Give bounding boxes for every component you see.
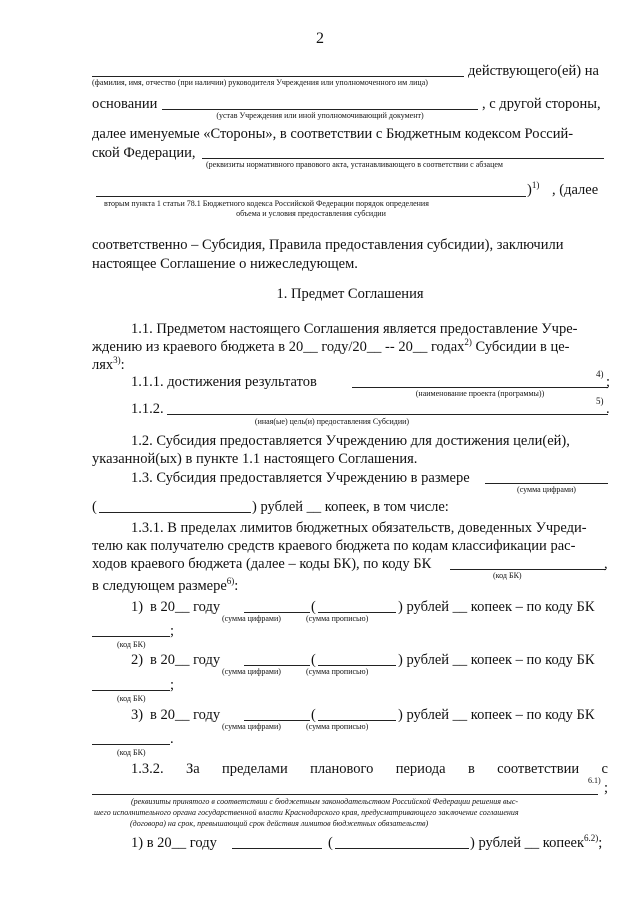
act-field-cont[interactable] — [96, 196, 526, 197]
year-1-paren: ( — [311, 599, 316, 615]
year-3-digits-field[interactable] — [244, 720, 310, 721]
p11-line1: 1.1. Предметом настоящего Соглашения является предоставление Учре- — [131, 321, 578, 337]
year-3-digits-caption: (сумма цифрами) — [222, 722, 281, 731]
page-number: 2 — [316, 30, 324, 47]
parties-text: далее именуемые «Стороны», в соответствии с Бюджетным кодексом Россий- — [92, 126, 574, 142]
budget-code-field[interactable] — [450, 569, 606, 570]
basis-label: основании — [92, 96, 158, 112]
year-2-end: ; — [170, 677, 175, 693]
project-caption: (наименование проекта (программы)) — [415, 389, 545, 398]
year-2-label: в 20__ году — [150, 652, 221, 668]
p13-line2: ) рублей __ копеек, в том числе: — [252, 499, 449, 515]
goal-field[interactable] — [167, 414, 608, 415]
year-2-digits-field[interactable] — [244, 665, 310, 666]
year-1-end: ; — [170, 623, 175, 639]
p111-label: 1.1.1. достижения результатов — [131, 374, 317, 390]
act-caption-2: вторым пункта 1 статьи 78.1 Бюджетного кодекса Российской Федерации порядок определения — [104, 199, 429, 208]
further-text: , (далее — [552, 182, 599, 198]
federation-text: ской Федерации, — [92, 145, 196, 161]
year-1-rub: ) рублей __ копеек – по коду БК — [398, 599, 595, 615]
decision-caption-2: шего исполнительного органа государственной власти Краснодарского края, предусматривающего заключение соглашения — [94, 808, 519, 817]
budget-code-caption: (код БК) — [493, 571, 522, 580]
project-field[interactable] — [352, 387, 608, 388]
decision-caption-3: (договора) на срок, превышающий срок действия лимитов бюджетных обязательств) — [130, 819, 429, 828]
year-2-digits-caption: (сумма цифрами) — [222, 667, 281, 676]
year-2-rub: ) рублей __ копеек – по коду БК — [398, 652, 595, 668]
basis-field[interactable] — [162, 109, 478, 110]
year-3-code-field[interactable] — [92, 744, 170, 745]
year-2-code-field[interactable] — [92, 690, 170, 691]
paren-open: ( — [92, 499, 97, 515]
p112-sup: 5) — [596, 396, 604, 406]
year-3-rub: ) рублей __ копеек – по коду БК — [398, 707, 595, 723]
year-1-words-caption: (сумма прописью) — [306, 614, 369, 623]
amount-words-field[interactable] — [99, 512, 251, 513]
other-party-text: , с другой стороны, — [482, 96, 601, 112]
act-caption-3: объема и условия предоставления субсидии — [236, 209, 386, 218]
p131-comma: , — [604, 556, 608, 572]
last-paren: ( — [328, 835, 333, 851]
p132-sup: 6.1) — [588, 776, 601, 785]
last-rub: ) рублей __ копеек$^{6.2)}$; — [470, 833, 603, 851]
name-caption: (фамилия, имя, отчество (при наличии) руководителя Учреждения или уполномоченного им лица) — [92, 78, 428, 87]
p11-line3: лях$^{3)}$: — [92, 355, 125, 373]
p111-sup: 4) — [596, 369, 604, 379]
year-1-words-field[interactable] — [318, 612, 396, 613]
p131-line4: в следующем размере$^{6)}$: — [92, 576, 239, 594]
year-1-digits-caption: (сумма цифрами) — [222, 614, 281, 623]
year-3-end: . — [170, 731, 174, 747]
name-field[interactable] — [92, 76, 464, 77]
last-digits-field[interactable] — [232, 848, 322, 849]
last-year-label: 1) в 20__ году — [131, 835, 217, 851]
basis-caption: (устав Учреждения или иной уполномочивающий документ) — [216, 111, 424, 120]
p131-line3: ходов краевого бюджета (далее – коды БК), по коду БК — [92, 556, 432, 572]
year-1-num: 1) — [131, 599, 144, 615]
acting-text: действующего(ей) на — [468, 63, 599, 79]
year-1-code-caption: (код БК) — [117, 640, 146, 649]
p12-line2: указанной(ых) в пункте 1.1 настоящего Соглашения. — [92, 451, 418, 467]
decision-field[interactable] — [92, 794, 598, 795]
p112-label: 1.1.2. — [131, 401, 164, 417]
year-1-code-field[interactable] — [92, 636, 170, 637]
paren-close: )$^{1)}$ — [527, 180, 540, 198]
year-3-paren: ( — [311, 707, 316, 723]
p111-end: ; — [606, 374, 611, 390]
year-2-words-field[interactable] — [318, 665, 396, 666]
p13-label: 1.3. Субсидия предоставляется Учреждению в размере — [131, 470, 470, 486]
year-3-code-caption: (код БК) — [117, 748, 146, 757]
year-3-words-field[interactable] — [318, 720, 396, 721]
decision-caption-1: (реквизиты принятого в соответствии с бюджетным законодательством Российской Федерации решения выс- — [131, 797, 519, 806]
p112-end: . — [606, 401, 610, 417]
p12-line1: 1.2. Субсидия предоставляется Учреждению для достижения цели(ей), — [131, 433, 570, 449]
year-3-words-caption: (сумма прописью) — [306, 722, 369, 731]
year-3-label: в 20__ году — [150, 707, 221, 723]
year-2-paren: ( — [311, 652, 316, 668]
subsidy-text: соответственно – Субсидия, Правила предоставления субсидии), заключили — [92, 237, 564, 253]
section-title: 1. Предмет Соглашения — [276, 286, 424, 302]
year-2-words-caption: (сумма прописью) — [306, 667, 369, 676]
p132-line: 1.3.2. За пределами планового периода в соответствии с — [131, 761, 608, 777]
act-field[interactable] — [202, 158, 604, 159]
year-2-num: 2) — [131, 652, 144, 668]
agreement-text: настоящее Соглашение о нижеследующем. — [92, 256, 358, 272]
p131-line1: 1.3.1. В пределах лимитов бюджетных обязательств, доведенных Учреди- — [131, 520, 587, 536]
p131-line2: телю как получателю средств краевого бюджета по кодам классификации рас- — [92, 538, 576, 554]
amount-digits-field[interactable] — [485, 483, 608, 484]
act-caption: (реквизиты нормативного правового акта, устанавливающего в соответствии с абзацем — [206, 160, 503, 169]
year-1-digits-field[interactable] — [244, 612, 310, 613]
goal-caption: (иная(ые) цель(и) предоставления Субсидии) — [254, 417, 410, 426]
year-2-code-caption: (код БК) — [117, 694, 146, 703]
last-words-field[interactable] — [335, 848, 469, 849]
amount-digits-caption: (сумма цифрами) — [517, 485, 576, 494]
p132-end: ; — [604, 780, 609, 796]
year-1-label: в 20__ году — [150, 599, 221, 615]
p11-line2: ждению из краевого бюджета в 20__ году/20__ -- 20__ годах$^{2)}$ Субсидии в це- — [92, 337, 570, 355]
year-3-num: 3) — [131, 707, 144, 723]
